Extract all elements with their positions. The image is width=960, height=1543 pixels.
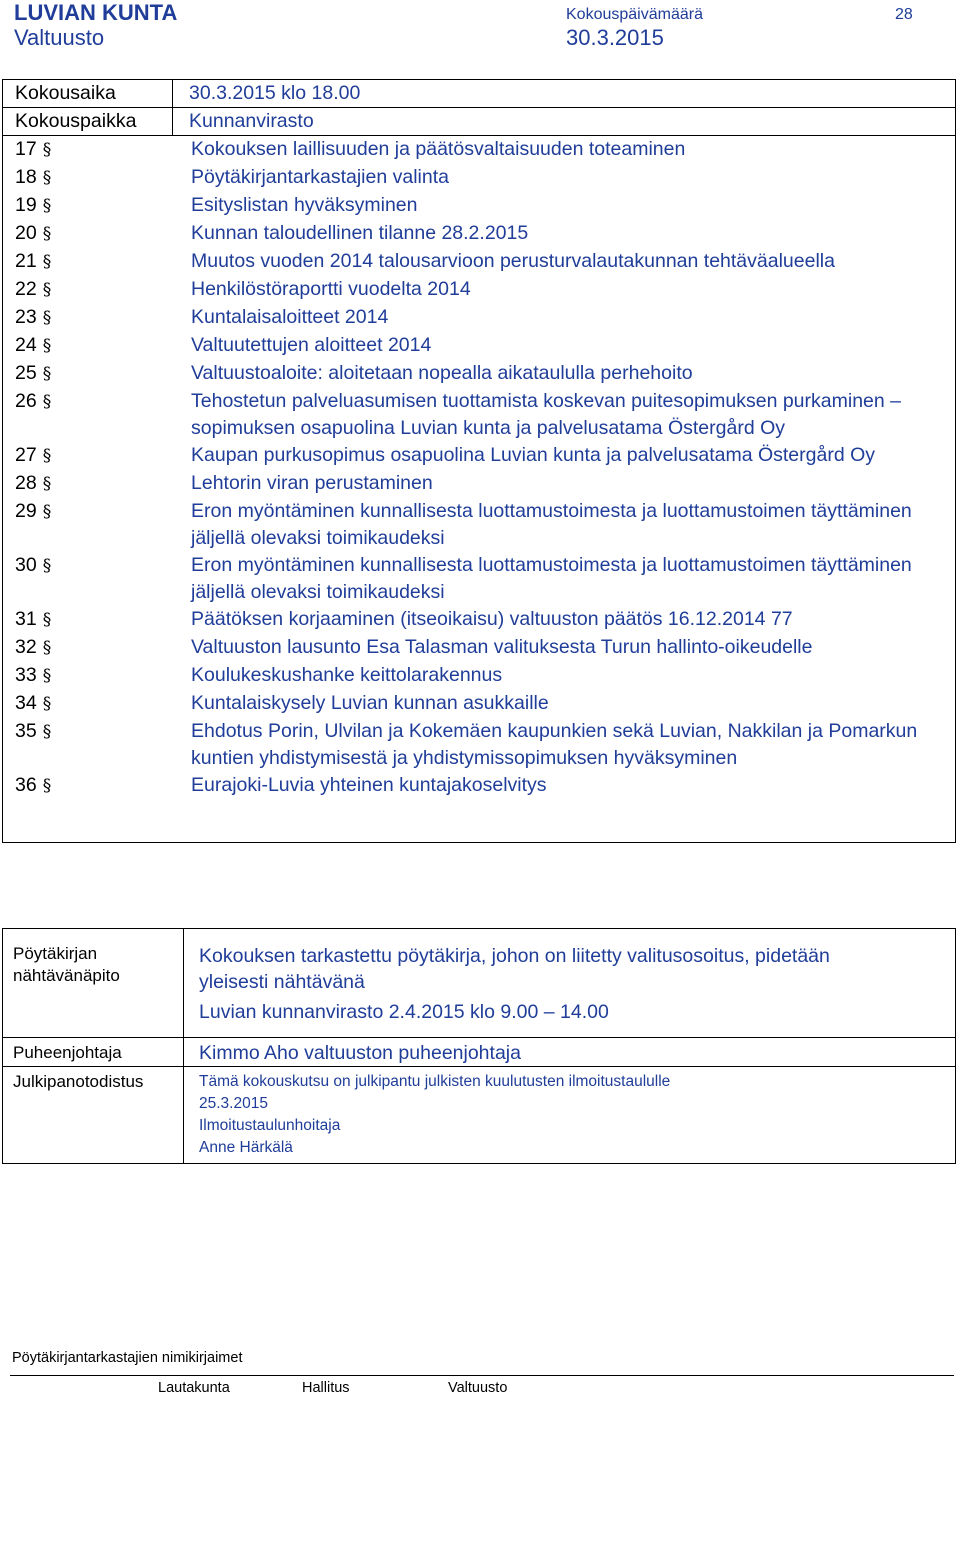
public-display-text: Kokouksen tarkastettu pöytäkirja, johon on liitetty valitusosoitus, pidetään yleisesti nähtävänä (199, 945, 830, 993)
signature-column-valtuusto: Valtuusto (448, 1380, 508, 1396)
section-sign-icon: § (42, 666, 52, 686)
agenda-item-number (3, 772, 191, 800)
publication-line-1: Tämä kokouskutsu on julkipantu julkisten kuulutusten ilmoitustaululle (199, 1073, 671, 1090)
agenda-item-title: Esityslistan hyväksyminen (191, 194, 418, 216)
agenda-item (3, 718, 955, 772)
section-sign-icon: § (42, 502, 52, 522)
section-sign-icon: § (42, 776, 52, 796)
meeting-place-value: Kunnanvirasto (189, 110, 314, 132)
item-number-text: 30 (15, 554, 37, 576)
agenda-item (3, 220, 955, 248)
section-sign-icon: § (42, 610, 52, 630)
agenda-item-number (3, 304, 191, 332)
section-sign-icon: § (42, 252, 52, 272)
section-sign-icon: § (42, 694, 52, 714)
agenda-item-title: Valtuustoaloite: aloitetaan nopealla aikataululla perhehoito (191, 362, 693, 384)
body-name: Valtuusto (14, 25, 105, 50)
section-sign-icon: § (42, 392, 52, 412)
agenda-item-number (3, 164, 191, 192)
item-number-text: 21 (15, 250, 37, 272)
agenda-item-title: Henkilöstöraportti vuodelta 2014 (191, 278, 471, 300)
agenda-item (3, 552, 955, 606)
organization-name: LUVIAN KUNTA (14, 0, 178, 25)
publication-officer-name: Anne Härkälä (199, 1139, 293, 1156)
publication-officer-title: Ilmoitustaulunhoitaja (199, 1117, 341, 1134)
agenda-item (3, 192, 955, 220)
publication-date: 25.3.2015 (199, 1095, 268, 1112)
section-sign-icon: § (42, 168, 52, 188)
agenda-item (3, 276, 955, 304)
section-sign-icon: § (42, 140, 52, 160)
meeting-place-label: Kokouspaikka (3, 108, 173, 135)
section-sign-icon: § (42, 556, 52, 576)
agenda-item-title: Kunnan taloudellinen tilanne 28.2.2015 (191, 222, 529, 244)
agenda-item (3, 498, 955, 552)
section-sign-icon: § (42, 364, 52, 384)
item-number-text: 22 (15, 278, 37, 300)
agenda-item-title: Eron myöntäminen kunnallisesta luottamustoimesta ja luottamustoimen täyttäminen jäljellä olevaksi toimikaudeksi (191, 500, 912, 549)
signature-divider (10, 1375, 954, 1376)
section-sign-icon: § (42, 196, 52, 216)
item-number-text: 24 (15, 334, 37, 356)
publication-label: Julkipanotodistus (13, 1072, 144, 1091)
agenda-item-title: Pöytäkirjantarkastajien valinta (191, 166, 449, 188)
agenda-item-title: Lehtorin viran perustaminen (191, 472, 433, 494)
item-number-text: 28 (15, 472, 37, 494)
agenda-item (3, 606, 955, 634)
agenda-item-number (3, 690, 191, 718)
agenda-item (3, 662, 955, 690)
agenda-item (3, 164, 955, 192)
page-number: 28 (895, 6, 913, 23)
agenda-item-title: Muutos vuoden 2014 talousarvioon perusturvalautakunnan tehtäväalueella (191, 250, 835, 272)
agenda-table (2, 79, 956, 843)
agenda-item-number (3, 360, 191, 388)
item-number-text: 34 (15, 692, 37, 714)
agenda-item-title: Kokouksen laillisuuden ja päätösvaltaisuuden toteaminen (191, 138, 686, 160)
meeting-time-value: 30.3.2015 klo 18.00 (189, 82, 361, 104)
item-number-text: 33 (15, 664, 37, 686)
item-number-text: 31 (15, 608, 37, 630)
agenda-item-title: Koulukeskushanke keittolarakennus (191, 664, 503, 686)
agenda-item-number (3, 634, 191, 662)
agenda-item-number (3, 388, 191, 442)
agenda-item-number (3, 276, 191, 304)
agenda-item (3, 136, 955, 164)
chair-label: Puheenjohtaja (13, 1043, 122, 1062)
meeting-date: 30.3.2015 (566, 25, 664, 50)
agenda-item-number (3, 718, 191, 772)
item-number-text: 20 (15, 222, 37, 244)
agenda-item-title: Eurajoki-Luvia yhteinen kuntajakoselvitys (191, 774, 547, 796)
agenda-item (3, 248, 955, 276)
agenda-item-title: Kuntalaiskysely Luvian kunnan asukkaille (191, 692, 549, 714)
agenda-item (3, 690, 955, 718)
section-sign-icon: § (42, 336, 52, 356)
agenda-item-title: Tehostetun palveluasumisen tuottamista koskevan puitesopimuksen purkaminen – sopimuksen osapuolina Luvian kunta ja palvelusatama Östergård Oy (191, 390, 901, 439)
agenda-item-title: Kuntalaisaloitteet 2014 (191, 306, 389, 328)
agenda-item-number (3, 220, 191, 248)
agenda-item (3, 360, 955, 388)
public-display-location: Luvian kunnanvirasto 2.4.2015 klo 9.00 – 14.00 (199, 1001, 609, 1023)
section-sign-icon: § (42, 474, 52, 494)
item-number-text: 19 (15, 194, 37, 216)
section-sign-icon: § (42, 638, 52, 658)
section-sign-icon: § (42, 446, 52, 466)
item-number-text: 18 (15, 166, 37, 188)
agenda-item-number (3, 332, 191, 360)
item-number-text: 23 (15, 306, 37, 328)
item-number-text: 17 (15, 138, 37, 160)
agenda-item-number (3, 136, 191, 164)
agenda-item-number (3, 552, 191, 606)
meeting-place-row (3, 107, 955, 135)
agenda-item (3, 332, 955, 360)
agenda-item-title: Valtuuston lausunto Esa Talasman valituksesta Turun hallinto-oikeudelle (191, 636, 813, 658)
item-number-text: 26 (15, 390, 37, 412)
agenda-item-number (3, 606, 191, 634)
chair-value: Kimmo Aho valtuuston puheenjohtaja (199, 1042, 521, 1064)
meeting-time-label: Kokousaika (3, 80, 173, 107)
agenda-item-title: Ehdotus Porin, Ulvilan ja Kokemäen kaupunkien sekä Luvian, Nakkilan ja Pomarkun kuntien yhdistymisestä ja yhdistymissopimuksen hyväksyminen (191, 720, 918, 769)
agenda-item-title: Kaupan purkusopimus osapuolina Luvian kunta ja palvelusatama Östergård Oy (191, 444, 875, 466)
public-display-label: Pöytäkirjan nähtävänäpito (13, 944, 120, 985)
agenda-item-number (3, 192, 191, 220)
agenda-list (3, 135, 955, 842)
item-number-text: 32 (15, 636, 37, 658)
agenda-item (3, 442, 955, 470)
item-number-text: 27 (15, 444, 37, 466)
agenda-item-number (3, 248, 191, 276)
date-label: Kokouspäivämäärä (566, 6, 703, 23)
item-number-text: 29 (15, 500, 37, 522)
agenda-item-number (3, 498, 191, 552)
section-sign-icon: § (42, 722, 52, 742)
agenda-item-number (3, 470, 191, 498)
agenda-item (3, 388, 955, 442)
agenda-item-number (3, 662, 191, 690)
signature-column-hallitus: Hallitus (302, 1380, 350, 1396)
section-sign-icon: § (42, 224, 52, 244)
section-sign-icon: § (42, 280, 52, 300)
signature-column-lautakunta: Lautakunta (158, 1380, 230, 1396)
agenda-item-title: Eron myöntäminen kunnallisesta luottamustoimesta ja luottamustoimen täyttäminen jäljellä olevaksi toimikaudeksi (191, 554, 912, 603)
agenda-item (3, 634, 955, 662)
item-number-text: 36 (15, 774, 37, 796)
agenda-item (3, 772, 955, 800)
agenda-item-number (3, 442, 191, 470)
meeting-time-row (3, 80, 955, 107)
signature-label: Pöytäkirjantarkastajien nimikirjaimet (12, 1350, 243, 1366)
section-sign-icon: § (42, 308, 52, 328)
info-table (2, 928, 956, 1164)
item-number-text: 25 (15, 362, 37, 384)
agenda-item (3, 304, 955, 332)
item-number-text: 35 (15, 720, 37, 742)
agenda-item-title: Valtuutettujen aloitteet 2014 (191, 334, 432, 356)
agenda-item (3, 470, 955, 498)
agenda-item-title: Päätöksen korjaaminen (itseoikaisu) valtuuston päätös 16.12.2014 77 (191, 608, 793, 630)
